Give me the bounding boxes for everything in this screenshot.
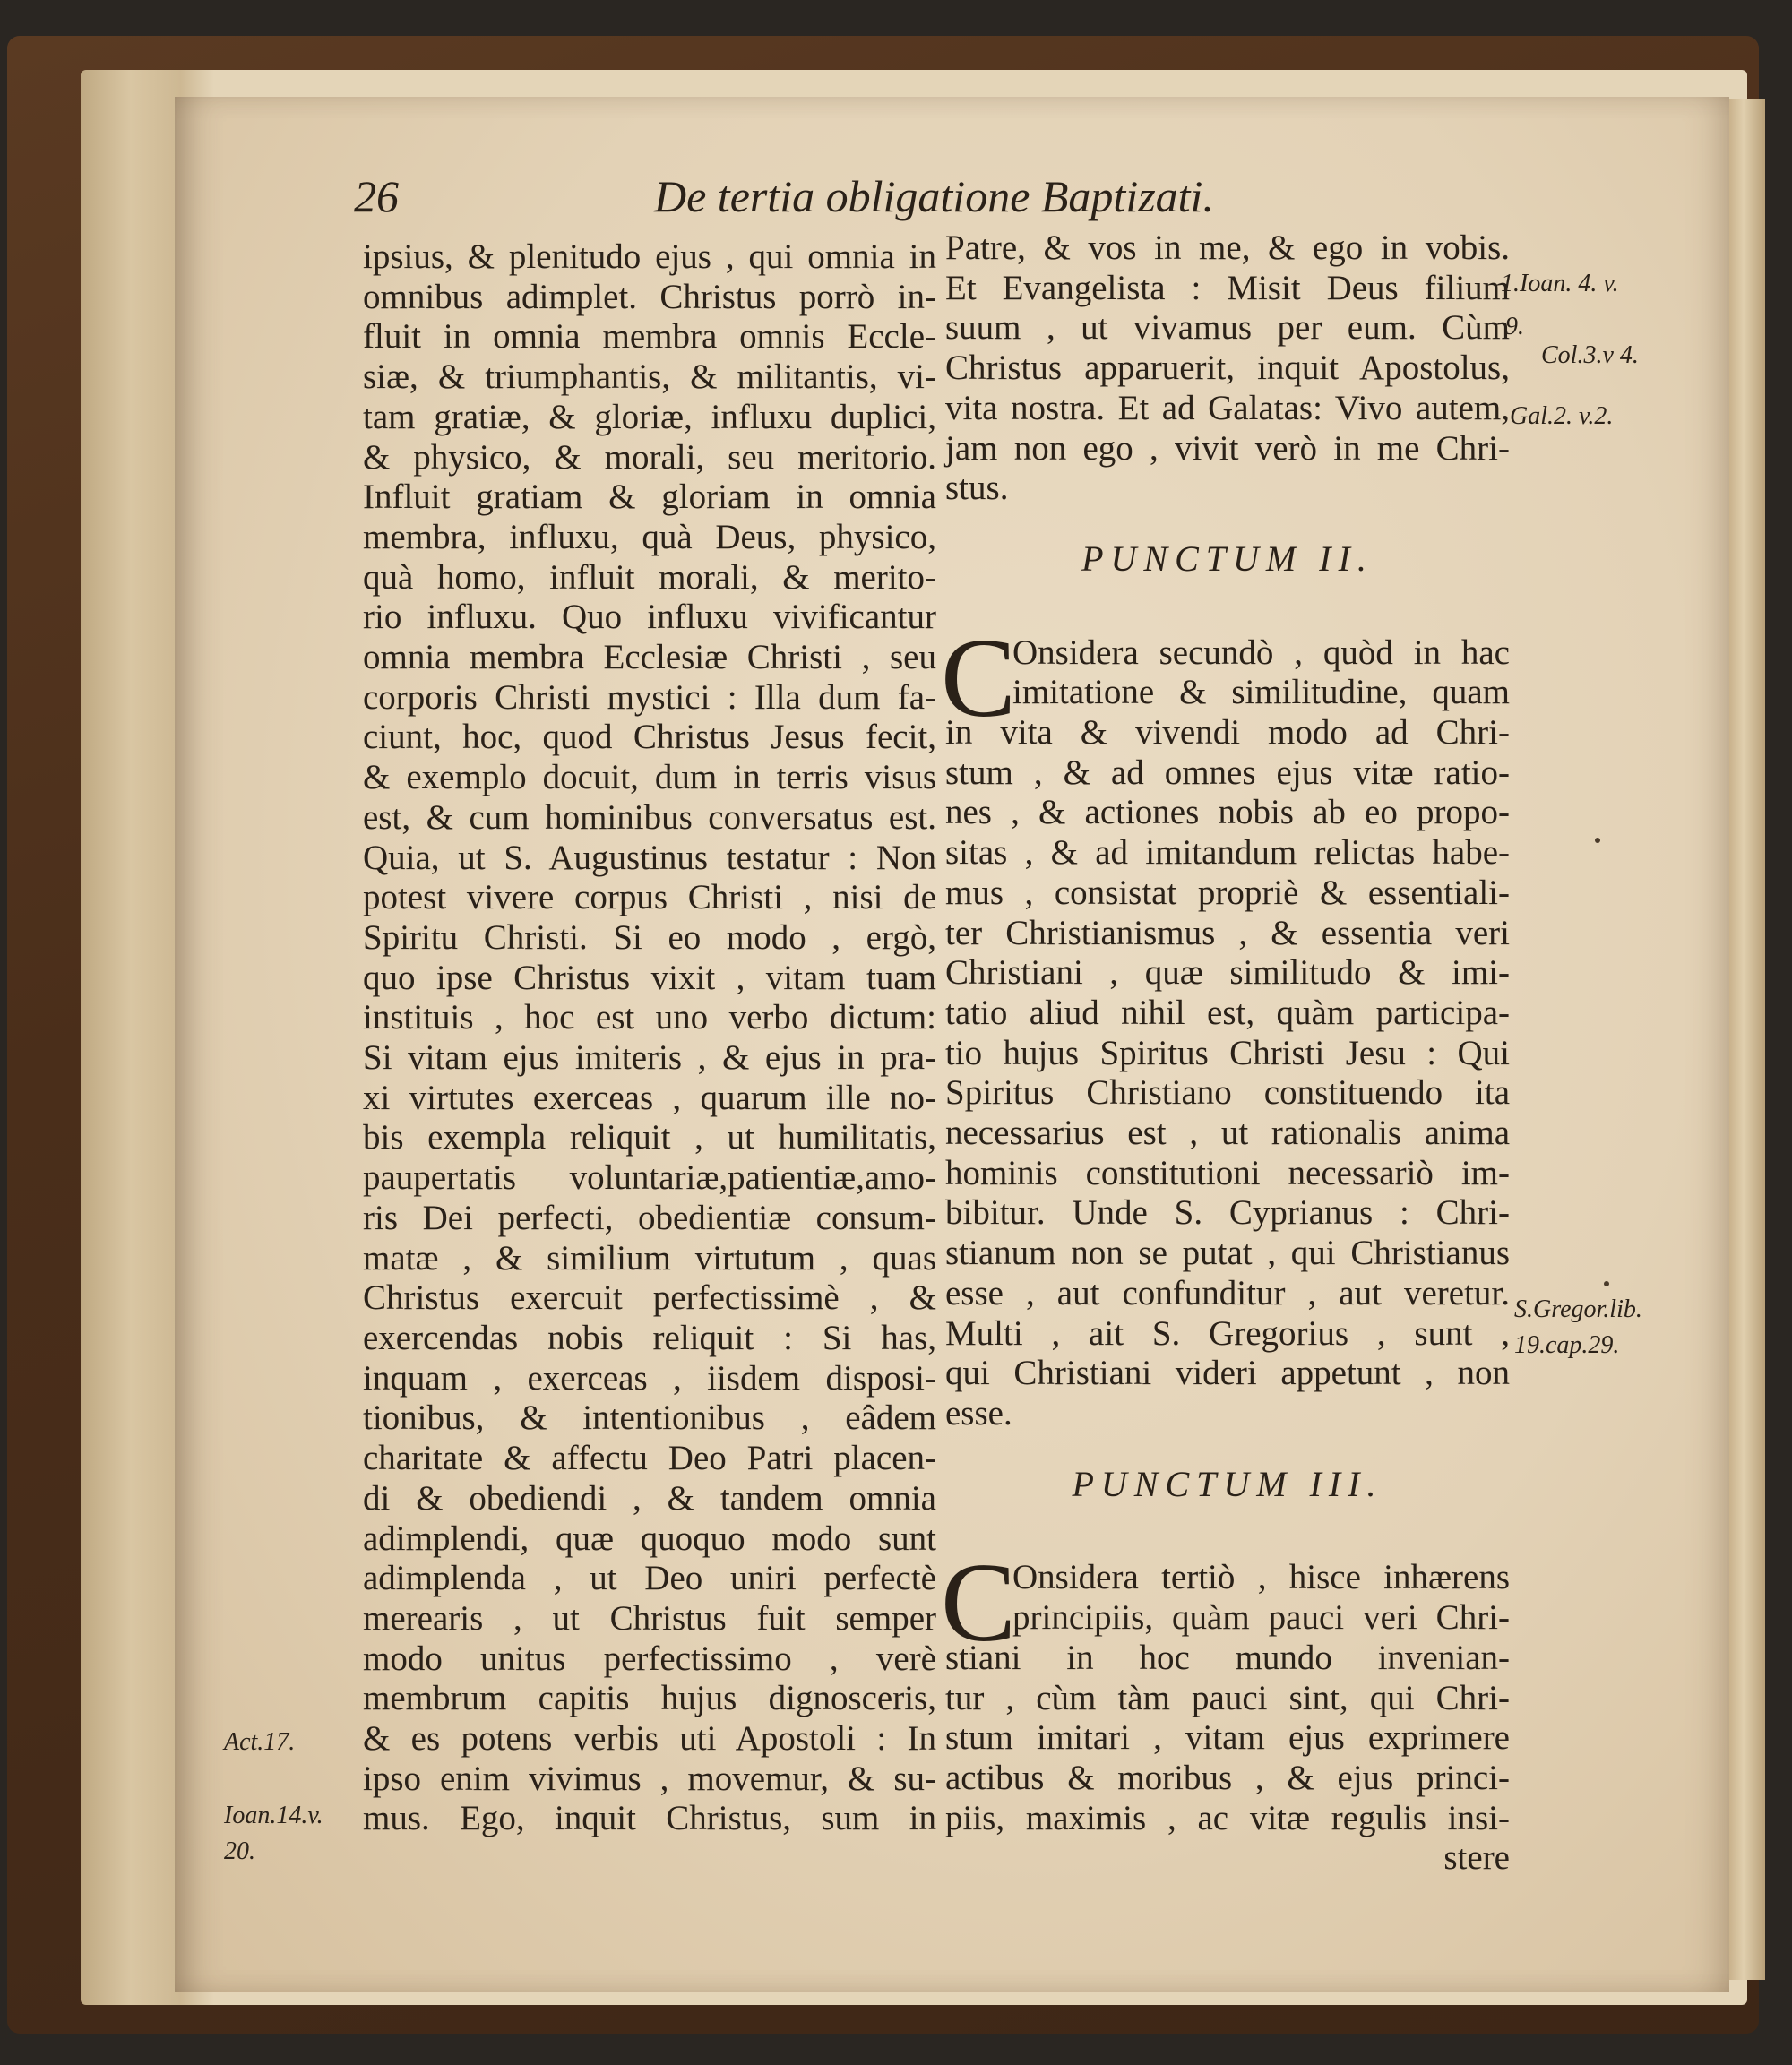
text-line: Influit gratiam & gloriam in omnia <box>363 478 936 517</box>
text-line: adimplenda , ut Deo uniri perfectè <box>363 1559 936 1598</box>
text-line: esse. <box>945 1393 1012 1433</box>
text-line: potest vivere corpus Christi , nisi de <box>363 878 936 917</box>
margin-note-gregor-1: S.Gregor.lib. <box>1514 1295 1642 1323</box>
punctum-2-heading: PUNCTUM II. <box>1081 538 1374 579</box>
text-line: exercendas nobis reliquit : Si has, <box>363 1318 936 1357</box>
text-line: est, & cum hominibus conversatus est. <box>363 797 936 837</box>
text-line: Onsidera secundò , quòd in hac <box>1012 632 1510 672</box>
margin-note-gal2: Gal.2. v.2. <box>1510 402 1614 430</box>
text-line: ter Christianismus , & essentia veri <box>945 913 1510 952</box>
text-line: rio influxu. Quo influxu vivificantur <box>363 598 936 637</box>
text-line: merearis , ut Christus fuit semper <box>363 1598 936 1638</box>
text-line: necessarius est , ut rationalis anima <box>945 1114 1510 1153</box>
margin-note-act17: Act.17. <box>224 1728 296 1756</box>
text-line: membra, influxu, quà Deus, physico, <box>363 517 936 556</box>
text-line: Christiani , quæ similitudo & imi- <box>945 953 1510 993</box>
right-page-edge <box>1729 99 1765 1980</box>
running-head: De tertia obligatione Baptizati. <box>654 171 1214 221</box>
text-line: jam non ego , vivit verò in me Chri- <box>945 428 1510 468</box>
text-line: instituis , hoc est uno verbo dictum: <box>363 998 936 1037</box>
text-line: Patre, & vos in me, & ego in vobis. <box>945 228 1510 267</box>
text-line: Onsidera tertiò , hisce inhærens <box>1012 1558 1510 1597</box>
drop-cap: C <box>941 615 1017 741</box>
text-line: quo ipse Christus vixit , vitam tuam <box>363 958 936 997</box>
text-line: omnibus adimplet. Christus porrò in- <box>363 277 936 316</box>
text-line: bibitur. Unde S. Cyprianus : Chri- <box>945 1193 1510 1233</box>
margin-note-gregor-2: 19.cap.29. <box>1514 1331 1620 1359</box>
text-line: piis, maximis , ac vitæ regulis insi- <box>945 1798 1510 1837</box>
punctum-3-paragraph <box>941 1541 1510 1879</box>
text-line: Christus apparuerit, inquit Apostolus, <box>945 348 1510 388</box>
text-line: tio hujus Spiritus Christi Jesu : Qui <box>945 1033 1510 1072</box>
text-line: xi virtutes exerceas , quarum ille no- <box>363 1078 936 1117</box>
text-line: stianum non se putat , qui Christianus <box>945 1234 1510 1273</box>
paper-spot <box>1604 1281 1609 1286</box>
text-line: vita nostra. Et ad Galatas: Vivo autem, <box>945 388 1510 427</box>
text-line: esse , aut confunditur , aut veretur. <box>945 1273 1510 1312</box>
drop-cap: C <box>941 1541 1017 1666</box>
text-line: Quia, ut S. Augustinus testatur : Non <box>363 838 936 877</box>
text-line: nes , & actiones nobis ab eo propo- <box>945 793 1510 832</box>
punctum-3-heading: PUNCTUM III. <box>1072 1463 1383 1504</box>
text-line: ipsius, & plenitudo ejus , qui omnia in <box>363 237 936 276</box>
text-line: mus. Ego, inquit Christus, sum in <box>363 1799 936 1838</box>
catchword: stere <box>1443 1838 1510 1878</box>
text-line: adimplendi, quæ quoquo modo sunt <box>363 1519 936 1558</box>
text-line: Spiritu Christi. Si eo modo , ergò, <box>363 917 936 957</box>
text-line: paupertatis voluntariæ,patientiæ,amo- <box>363 1158 936 1198</box>
text-line: quà homo, influit morali, & merito- <box>363 557 936 597</box>
text-line: tam gratiæ, & gloriæ, influxu duplici, <box>363 397 936 436</box>
text-line: Et Evangelista : Misit Deus filium <box>945 268 1510 307</box>
text-line: corporis Christi mystici : Illa dum fa- <box>363 677 936 717</box>
text-line: tatio aliud nihil est, quàm participa- <box>945 993 1510 1032</box>
text-line: in vita & vivendi modo ad Chri- <box>945 713 1510 753</box>
text-line: & exemplo docuit, dum in terris visus <box>363 758 936 797</box>
right-column-opening <box>945 228 1510 509</box>
text-line: bis exempla reliquit , ut humilitatis, <box>363 1118 936 1157</box>
punctum-2-paragraph <box>941 615 1510 1434</box>
text-line: stum , & ad omnes ejus vitæ ratio- <box>945 753 1510 792</box>
text-line: tur , cùm tàm pauci sint, qui Chri- <box>945 1678 1510 1717</box>
text-line: principiis, quàm pauci veri Chri- <box>1012 1598 1510 1638</box>
text-line: Christus exercuit perfectissimè , & <box>363 1278 936 1318</box>
text-line: suum , ut vivamus per eum. Cùm <box>945 308 1510 348</box>
text-line: fluit in omnia membra omnis Eccle- <box>363 317 936 357</box>
text-line: & es potens verbis uti Apostoli : In <box>363 1719 936 1759</box>
text-line: charitate & affectu Deo Patri placen- <box>363 1439 936 1478</box>
text-line: mus , consistat propriè & essentiali- <box>945 873 1510 912</box>
margin-note-ioan14-verse: 20. <box>224 1837 255 1865</box>
text-line: omnia membra Ecclesiæ Christi , seu <box>363 638 936 677</box>
text-line: stiani in hoc mundo invenian- <box>945 1638 1510 1677</box>
page-number: 26 <box>354 171 399 221</box>
text-line: hominis constitutioni necessariò im- <box>945 1153 1510 1192</box>
right-column <box>941 228 1510 1879</box>
text-line: & physico, & morali, seu meritorio. <box>363 437 936 477</box>
text-line: siæ, & triumphantis, & militantis, vi- <box>363 357 936 397</box>
text-line: di & obediendi , & tandem omnia <box>363 1478 936 1518</box>
margin-note-col3: Col.3.v 4. <box>1541 341 1639 369</box>
text-line: Multi , ait S. Gregorius , sunt , <box>945 1313 1510 1353</box>
text-line: tionibus, & intentionibus , eâdem <box>363 1398 936 1438</box>
text-line: ris Dei perfecti, obedientiæ consum- <box>363 1198 936 1237</box>
text-line: ciunt, hoc, quod Christus Jesus fecit, <box>363 718 936 757</box>
text-line: Si vitam ejus imiteris , & ejus in pra- <box>363 1038 936 1078</box>
text-line: Spiritus Christiano constituendo ita <box>945 1073 1510 1113</box>
text-line: actibus & moribus , & ejus princi- <box>945 1758 1510 1797</box>
left-column <box>363 237 936 1839</box>
text-line: matæ , & similium virtutum , quas <box>363 1238 936 1278</box>
paper-spot <box>1595 838 1600 843</box>
text-line: stus. <box>945 469 1009 508</box>
text-line: inquam , exerceas , iisdem disposi- <box>363 1358 936 1398</box>
text-line: qui Christiani videri appetunt , non <box>945 1354 1510 1393</box>
text-line: stum imitari , vitam ejus exprimere <box>945 1718 1510 1758</box>
text-line: modo unitus perfectissimo , verè <box>363 1639 936 1678</box>
margin-note-ioan4-verse: 9. <box>1505 313 1524 340</box>
text-line: ipso enim vivimus , movemur, & su- <box>363 1759 936 1798</box>
margin-note-ioan14: Ioan.14.v. <box>224 1802 323 1829</box>
margin-note-ioan4: 1.Ioan. 4. v. <box>1501 270 1619 297</box>
text-line: membrum capitis hujus dignosceris, <box>363 1679 936 1718</box>
text-line: sitas , & ad imitandum relictas habe- <box>945 833 1510 873</box>
text-line: imitatione & similitudine, quam <box>1012 673 1510 712</box>
